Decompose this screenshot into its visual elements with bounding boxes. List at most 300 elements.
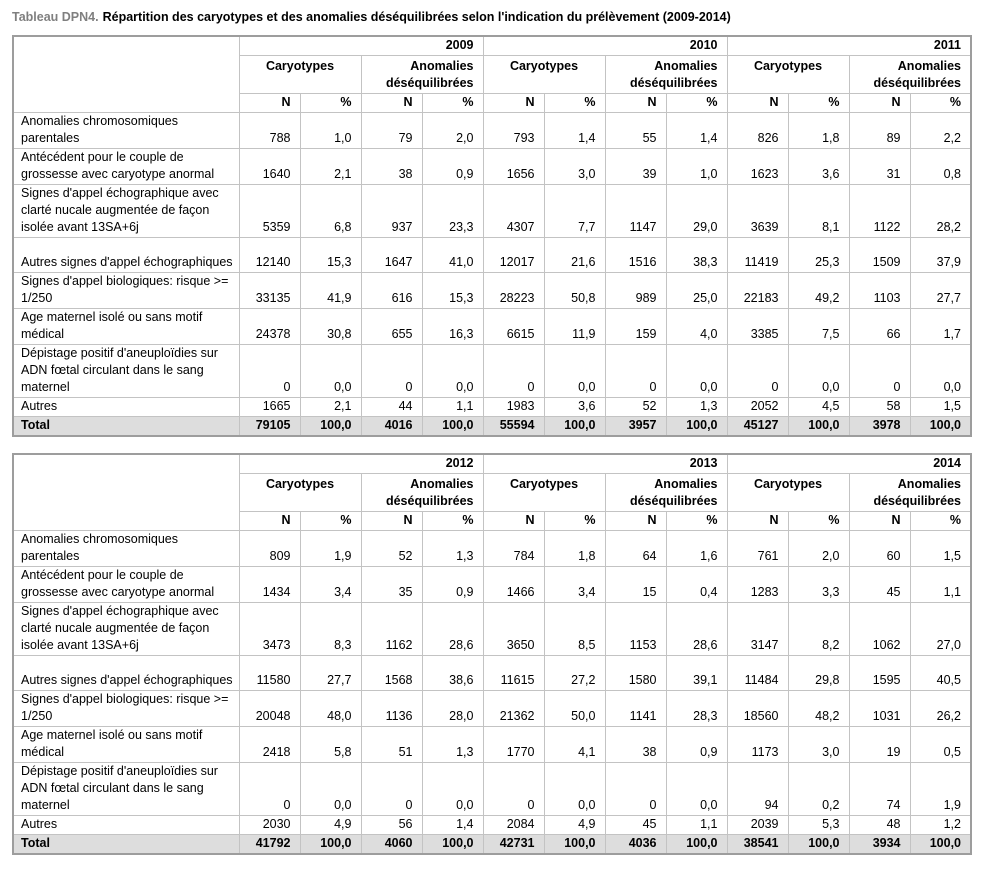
- caryotypes-header-2010: Caryotypes: [483, 56, 605, 94]
- percent-header: %: [300, 94, 361, 113]
- percent-header: %: [544, 512, 605, 531]
- n-header: N: [483, 512, 544, 531]
- value-cell-2009-anomalies-pct: 41,0: [422, 238, 483, 273]
- value-cell-2012-caryotypes-pct: 1,9: [300, 531, 361, 567]
- value-cell-2012-caryotypes-n: 809: [239, 531, 300, 567]
- value-cell-2009-anomalies-n: 38: [361, 149, 422, 185]
- value-cell-2010-caryotypes-n: 28223: [483, 273, 544, 309]
- tables-container: [12, 35, 969, 855]
- value-cell-2010-anomalies-pct: 1,0: [666, 149, 727, 185]
- value-cell-2012-caryotypes-n: 3473: [239, 603, 300, 656]
- row-label-cell: Age maternel isolé ou sans motif médical: [13, 309, 239, 345]
- value-cell-2009-caryotypes-pct: 6,8: [300, 185, 361, 238]
- table-row: [13, 309, 971, 345]
- value-cell-2014-anomalies-n: 19: [849, 727, 910, 763]
- value-cell-2013-caryotypes-n: 1770: [483, 727, 544, 763]
- value-cell-2013-caryotypes-pct: 3,4: [544, 567, 605, 603]
- value-cell-2010-anomalies-n: 3957: [605, 417, 666, 437]
- n-header: N: [361, 94, 422, 113]
- value-cell-2009-caryotypes-n: 12140: [239, 238, 300, 273]
- value-cell-2009-caryotypes-n: 1640: [239, 149, 300, 185]
- value-cell-2010-anomalies-n: 159: [605, 309, 666, 345]
- value-cell-2011-caryotypes-pct: 1,8: [788, 113, 849, 149]
- row-label-cell: Signes d'appel échographique avec clarté nucale augmentée de façon isolée avant 13SA+6j: [13, 603, 239, 656]
- value-cell-2010-caryotypes-pct: 7,7: [544, 185, 605, 238]
- percent-header: %: [910, 512, 971, 531]
- year-header-2010: 2010: [483, 36, 727, 56]
- table-row: [13, 603, 971, 656]
- value-cell-2012-anomalies-pct: 100,0: [422, 835, 483, 855]
- percent-header: %: [422, 94, 483, 113]
- value-cell-2012-caryotypes-n: 1434: [239, 567, 300, 603]
- value-cell-2012-anomalies-n: 56: [361, 816, 422, 835]
- table-title: [12, 9, 969, 25]
- value-cell-2012-anomalies-pct: 28,6: [422, 603, 483, 656]
- value-cell-2011-caryotypes-n: 826: [727, 113, 788, 149]
- value-cell-2013-anomalies-n: 1153: [605, 603, 666, 656]
- value-cell-2014-anomalies-pct: 26,2: [910, 691, 971, 727]
- value-cell-2012-anomalies-pct: 0,9: [422, 567, 483, 603]
- value-cell-2012-caryotypes-n: 0: [239, 763, 300, 816]
- value-cell-2013-anomalies-n: 1580: [605, 656, 666, 691]
- value-cell-2009-anomalies-pct: 15,3: [422, 273, 483, 309]
- value-cell-2012-caryotypes-pct: 3,4: [300, 567, 361, 603]
- value-cell-2012-caryotypes-n: 2030: [239, 816, 300, 835]
- value-cell-2012-caryotypes-n: 11580: [239, 656, 300, 691]
- caryotypes-header-2009: Caryotypes: [239, 56, 361, 94]
- value-cell-2009-caryotypes-pct: 15,3: [300, 238, 361, 273]
- value-cell-2013-caryotypes-n: 11615: [483, 656, 544, 691]
- n-header: N: [361, 512, 422, 531]
- value-cell-2011-caryotypes-pct: 7,5: [788, 309, 849, 345]
- anomalies-header-2014: Anomalies déséquilibrées: [849, 474, 971, 512]
- dpn4-table-2012-2014: [12, 453, 972, 855]
- row-label-cell: Autres signes d'appel échographiques: [13, 238, 239, 273]
- value-cell-2012-caryotypes-pct: 0,0: [300, 763, 361, 816]
- table-row: [13, 727, 971, 763]
- value-cell-2011-anomalies-n: 1122: [849, 185, 910, 238]
- value-cell-2011-caryotypes-n: 11419: [727, 238, 788, 273]
- value-cell-2011-anomalies-n: 31: [849, 149, 910, 185]
- value-cell-2011-caryotypes-n: 45127: [727, 417, 788, 437]
- value-cell-2011-caryotypes-n: 3639: [727, 185, 788, 238]
- value-cell-2010-caryotypes-pct: 3,0: [544, 149, 605, 185]
- anomalies-header-2011: Anomalies déséquilibrées: [849, 56, 971, 94]
- value-cell-2013-caryotypes-pct: 1,8: [544, 531, 605, 567]
- value-cell-2013-caryotypes-n: 2084: [483, 816, 544, 835]
- value-cell-2014-caryotypes-pct: 3,3: [788, 567, 849, 603]
- value-cell-2010-anomalies-pct: 38,3: [666, 238, 727, 273]
- value-cell-2009-anomalies-n: 655: [361, 309, 422, 345]
- value-cell-2013-anomalies-pct: 100,0: [666, 835, 727, 855]
- value-cell-2013-caryotypes-n: 3650: [483, 603, 544, 656]
- caryotypes-header-2014: Caryotypes: [727, 474, 849, 512]
- year-header-row: [13, 36, 971, 56]
- row-label-cell: Age maternel isolé ou sans motif médical: [13, 727, 239, 763]
- value-cell-2014-caryotypes-pct: 5,3: [788, 816, 849, 835]
- value-cell-2010-anomalies-pct: 1,3: [666, 398, 727, 417]
- value-cell-2010-caryotypes-n: 1656: [483, 149, 544, 185]
- value-cell-2009-anomalies-pct: 0,0: [422, 345, 483, 398]
- value-cell-2009-caryotypes-n: 79105: [239, 417, 300, 437]
- value-cell-2014-caryotypes-n: 761: [727, 531, 788, 567]
- value-cell-2010-anomalies-pct: 0,0: [666, 345, 727, 398]
- corner-cell: [13, 36, 239, 113]
- value-cell-2012-anomalies-n: 35: [361, 567, 422, 603]
- value-cell-2011-caryotypes-pct: 0,0: [788, 345, 849, 398]
- value-cell-2013-caryotypes-pct: 0,0: [544, 763, 605, 816]
- value-cell-2009-caryotypes-n: 0: [239, 345, 300, 398]
- value-cell-2014-caryotypes-n: 1283: [727, 567, 788, 603]
- value-cell-2013-anomalies-pct: 0,9: [666, 727, 727, 763]
- value-cell-2009-anomalies-n: 616: [361, 273, 422, 309]
- value-cell-2013-caryotypes-pct: 4,1: [544, 727, 605, 763]
- value-cell-2012-anomalies-pct: 1,4: [422, 816, 483, 835]
- value-cell-2013-caryotypes-n: 21362: [483, 691, 544, 727]
- value-cell-2013-caryotypes-n: 0: [483, 763, 544, 816]
- value-cell-2010-anomalies-n: 0: [605, 345, 666, 398]
- percent-header: %: [300, 512, 361, 531]
- percent-header: %: [544, 94, 605, 113]
- value-cell-2013-anomalies-pct: 28,6: [666, 603, 727, 656]
- value-cell-2013-anomalies-pct: 0,0: [666, 763, 727, 816]
- value-cell-2009-anomalies-pct: 0,9: [422, 149, 483, 185]
- value-cell-2014-caryotypes-n: 18560: [727, 691, 788, 727]
- row-label-cell: Total: [13, 835, 239, 855]
- year-header-2013: 2013: [483, 454, 727, 474]
- value-cell-2009-anomalies-pct: 16,3: [422, 309, 483, 345]
- value-cell-2009-caryotypes-pct: 100,0: [300, 417, 361, 437]
- table-row: [13, 113, 971, 149]
- value-cell-2012-anomalies-n: 51: [361, 727, 422, 763]
- value-cell-2014-anomalies-n: 1062: [849, 603, 910, 656]
- value-cell-2014-caryotypes-pct: 8,2: [788, 603, 849, 656]
- value-cell-2011-anomalies-pct: 0,8: [910, 149, 971, 185]
- value-cell-2009-anomalies-n: 44: [361, 398, 422, 417]
- n-header: N: [239, 94, 300, 113]
- value-cell-2013-caryotypes-pct: 4,9: [544, 816, 605, 835]
- value-cell-2013-caryotypes-pct: 27,2: [544, 656, 605, 691]
- value-cell-2012-anomalies-n: 0: [361, 763, 422, 816]
- value-cell-2009-caryotypes-n: 33135: [239, 273, 300, 309]
- value-cell-2010-anomalies-n: 39: [605, 149, 666, 185]
- value-cell-2009-caryotypes-n: 5359: [239, 185, 300, 238]
- value-cell-2009-caryotypes-pct: 41,9: [300, 273, 361, 309]
- value-cell-2010-caryotypes-pct: 11,9: [544, 309, 605, 345]
- value-cell-2011-anomalies-pct: 28,2: [910, 185, 971, 238]
- row-label-cell: Signes d'appel biologiques: risque >= 1/250: [13, 691, 239, 727]
- percent-header: %: [422, 512, 483, 531]
- n-header: N: [239, 512, 300, 531]
- n-header: N: [605, 94, 666, 113]
- row-label-cell: Dépistage positif d'aneuploïdies sur ADN fœtal circulant dans le sang maternel: [13, 763, 239, 816]
- value-cell-2011-caryotypes-pct: 3,6: [788, 149, 849, 185]
- value-cell-2013-anomalies-n: 15: [605, 567, 666, 603]
- year-header-row: [13, 454, 971, 474]
- value-cell-2010-anomalies-pct: 1,4: [666, 113, 727, 149]
- value-cell-2013-caryotypes-n: 1466: [483, 567, 544, 603]
- value-cell-2009-anomalies-pct: 23,3: [422, 185, 483, 238]
- value-cell-2012-caryotypes-n: 41792: [239, 835, 300, 855]
- value-cell-2009-anomalies-pct: 2,0: [422, 113, 483, 149]
- value-cell-2013-anomalies-pct: 1,6: [666, 531, 727, 567]
- percent-header: %: [788, 512, 849, 531]
- anomalies-header-2013: Anomalies déséquilibrées: [605, 474, 727, 512]
- n-header: N: [849, 512, 910, 531]
- value-cell-2010-caryotypes-pct: 1,4: [544, 113, 605, 149]
- value-cell-2009-anomalies-n: 1647: [361, 238, 422, 273]
- value-cell-2012-caryotypes-pct: 8,3: [300, 603, 361, 656]
- value-cell-2010-caryotypes-pct: 0,0: [544, 345, 605, 398]
- value-cell-2013-caryotypes-n: 784: [483, 531, 544, 567]
- row-label-cell: Signes d'appel biologiques: risque >= 1/250: [13, 273, 239, 309]
- value-cell-2013-anomalies-pct: 0,4: [666, 567, 727, 603]
- value-cell-2011-anomalies-n: 1103: [849, 273, 910, 309]
- value-cell-2013-anomalies-n: 64: [605, 531, 666, 567]
- value-cell-2011-anomalies-pct: 1,5: [910, 398, 971, 417]
- table-row: [13, 763, 971, 816]
- value-cell-2012-anomalies-n: 1136: [361, 691, 422, 727]
- value-cell-2011-anomalies-n: 89: [849, 113, 910, 149]
- value-cell-2010-caryotypes-pct: 21,6: [544, 238, 605, 273]
- value-cell-2014-anomalies-pct: 0,5: [910, 727, 971, 763]
- row-label-cell: Antécédent pour le couple de grossesse avec caryotype anormal: [13, 149, 239, 185]
- row-label-cell: Signes d'appel échographique avec clarté nucale augmentée de façon isolée avant 13SA+6j: [13, 185, 239, 238]
- table-title-text: Répartition des caryotypes et des anomalies déséquilibrées selon l'indication du prélèvement (2009-2014): [102, 10, 731, 24]
- value-cell-2014-anomalies-pct: 1,9: [910, 763, 971, 816]
- table-row: [13, 345, 971, 398]
- value-cell-2013-caryotypes-n: 42731: [483, 835, 544, 855]
- value-cell-2014-caryotypes-pct: 0,2: [788, 763, 849, 816]
- value-cell-2011-anomalies-pct: 1,7: [910, 309, 971, 345]
- table-row: [13, 531, 971, 567]
- value-cell-2012-caryotypes-n: 20048: [239, 691, 300, 727]
- n-header: N: [727, 94, 788, 113]
- value-cell-2014-anomalies-pct: 1,1: [910, 567, 971, 603]
- value-cell-2013-anomalies-n: 4036: [605, 835, 666, 855]
- percent-header: %: [666, 512, 727, 531]
- value-cell-2013-caryotypes-pct: 50,0: [544, 691, 605, 727]
- row-label-cell: Antécédent pour le couple de grossesse avec caryotype anormal: [13, 567, 239, 603]
- table-title-prefix: Tableau DPN4.: [12, 10, 99, 24]
- row-label-cell: Total: [13, 417, 239, 437]
- value-cell-2011-anomalies-pct: 37,9: [910, 238, 971, 273]
- value-cell-2009-caryotypes-n: 1665: [239, 398, 300, 417]
- n-header: N: [605, 512, 666, 531]
- value-cell-2010-anomalies-n: 52: [605, 398, 666, 417]
- value-cell-2011-caryotypes-n: 3385: [727, 309, 788, 345]
- corner-cell: [13, 454, 239, 531]
- value-cell-2012-anomalies-pct: 0,0: [422, 763, 483, 816]
- value-cell-2014-anomalies-pct: 40,5: [910, 656, 971, 691]
- value-cell-2012-anomalies-pct: 1,3: [422, 727, 483, 763]
- value-cell-2013-anomalies-pct: 39,1: [666, 656, 727, 691]
- table-row: [13, 149, 971, 185]
- row-label-cell: Autres signes d'appel échographiques: [13, 656, 239, 691]
- anomalies-header-2012: Anomalies déséquilibrées: [361, 474, 483, 512]
- value-cell-2010-caryotypes-n: 55594: [483, 417, 544, 437]
- row-label-cell: Autres: [13, 398, 239, 417]
- value-cell-2011-caryotypes-pct: 8,1: [788, 185, 849, 238]
- anomalies-header-2009: Anomalies déséquilibrées: [361, 56, 483, 94]
- value-cell-2014-caryotypes-pct: 3,0: [788, 727, 849, 763]
- year-header-2009: 2009: [239, 36, 483, 56]
- year-header-2011: 2011: [727, 36, 971, 56]
- percent-header: %: [788, 94, 849, 113]
- percent-header: %: [910, 94, 971, 113]
- value-cell-2009-caryotypes-pct: 30,8: [300, 309, 361, 345]
- table-row: [13, 691, 971, 727]
- value-cell-2011-anomalies-n: 0: [849, 345, 910, 398]
- value-cell-2010-anomalies-n: 55: [605, 113, 666, 149]
- value-cell-2014-caryotypes-n: 38541: [727, 835, 788, 855]
- value-cell-2014-anomalies-n: 60: [849, 531, 910, 567]
- value-cell-2009-anomalies-n: 0: [361, 345, 422, 398]
- value-cell-2014-caryotypes-n: 3147: [727, 603, 788, 656]
- row-label-cell: Autres: [13, 816, 239, 835]
- value-cell-2012-caryotypes-pct: 4,9: [300, 816, 361, 835]
- value-cell-2013-caryotypes-pct: 8,5: [544, 603, 605, 656]
- value-cell-2013-anomalies-pct: 1,1: [666, 816, 727, 835]
- value-cell-2011-caryotypes-n: 22183: [727, 273, 788, 309]
- value-cell-2011-anomalies-n: 3978: [849, 417, 910, 437]
- value-cell-2013-anomalies-n: 38: [605, 727, 666, 763]
- value-cell-2014-anomalies-n: 48: [849, 816, 910, 835]
- value-cell-2012-anomalies-n: 52: [361, 531, 422, 567]
- value-cell-2009-anomalies-pct: 100,0: [422, 417, 483, 437]
- n-header: N: [727, 512, 788, 531]
- value-cell-2009-caryotypes-pct: 0,0: [300, 345, 361, 398]
- total-row: [13, 835, 971, 855]
- table-row: [13, 567, 971, 603]
- value-cell-2010-anomalies-n: 1147: [605, 185, 666, 238]
- n-header: N: [483, 94, 544, 113]
- table-row: [13, 273, 971, 309]
- value-cell-2014-anomalies-pct: 27,0: [910, 603, 971, 656]
- value-cell-2010-caryotypes-n: 0: [483, 345, 544, 398]
- value-cell-2010-caryotypes-n: 6615: [483, 309, 544, 345]
- value-cell-2010-anomalies-pct: 4,0: [666, 309, 727, 345]
- value-cell-2011-caryotypes-pct: 25,3: [788, 238, 849, 273]
- value-cell-2009-anomalies-n: 937: [361, 185, 422, 238]
- value-cell-2009-caryotypes-pct: 1,0: [300, 113, 361, 149]
- table-row: [13, 816, 971, 835]
- value-cell-2010-caryotypes-pct: 100,0: [544, 417, 605, 437]
- value-cell-2014-anomalies-n: 1595: [849, 656, 910, 691]
- value-cell-2012-caryotypes-pct: 5,8: [300, 727, 361, 763]
- value-cell-2011-anomalies-pct: 27,7: [910, 273, 971, 309]
- value-cell-2010-anomalies-n: 989: [605, 273, 666, 309]
- value-cell-2009-caryotypes-pct: 2,1: [300, 149, 361, 185]
- table-row: [13, 398, 971, 417]
- row-label-cell: Anomalies chromosomiques parentales: [13, 113, 239, 149]
- value-cell-2014-anomalies-pct: 1,2: [910, 816, 971, 835]
- value-cell-2011-caryotypes-pct: 49,2: [788, 273, 849, 309]
- value-cell-2009-anomalies-n: 4016: [361, 417, 422, 437]
- value-cell-2010-anomalies-n: 1516: [605, 238, 666, 273]
- value-cell-2013-anomalies-n: 1141: [605, 691, 666, 727]
- value-cell-2014-anomalies-pct: 100,0: [910, 835, 971, 855]
- value-cell-2010-caryotypes-n: 12017: [483, 238, 544, 273]
- anomalies-header-2010: Anomalies déséquilibrées: [605, 56, 727, 94]
- year-header-2014: 2014: [727, 454, 971, 474]
- value-cell-2012-caryotypes-pct: 100,0: [300, 835, 361, 855]
- value-cell-2011-caryotypes-n: 2052: [727, 398, 788, 417]
- value-cell-2010-caryotypes-pct: 50,8: [544, 273, 605, 309]
- value-cell-2010-caryotypes-n: 793: [483, 113, 544, 149]
- value-cell-2011-anomalies-pct: 100,0: [910, 417, 971, 437]
- value-cell-2014-caryotypes-pct: 48,2: [788, 691, 849, 727]
- value-cell-2014-caryotypes-pct: 29,8: [788, 656, 849, 691]
- value-cell-2012-caryotypes-pct: 27,7: [300, 656, 361, 691]
- value-cell-2014-caryotypes-n: 2039: [727, 816, 788, 835]
- caryotypes-header-2012: Caryotypes: [239, 474, 361, 512]
- value-cell-2010-anomalies-pct: 29,0: [666, 185, 727, 238]
- value-cell-2012-anomalies-n: 1162: [361, 603, 422, 656]
- value-cell-2009-caryotypes-n: 24378: [239, 309, 300, 345]
- value-cell-2012-caryotypes-n: 2418: [239, 727, 300, 763]
- value-cell-2014-anomalies-n: 3934: [849, 835, 910, 855]
- year-header-2012: 2012: [239, 454, 483, 474]
- table-row: [13, 656, 971, 691]
- value-cell-2012-anomalies-pct: 28,0: [422, 691, 483, 727]
- value-cell-2011-anomalies-pct: 0,0: [910, 345, 971, 398]
- value-cell-2010-caryotypes-n: 4307: [483, 185, 544, 238]
- value-cell-2014-anomalies-n: 45: [849, 567, 910, 603]
- n-header: N: [849, 94, 910, 113]
- value-cell-2011-anomalies-pct: 2,2: [910, 113, 971, 149]
- total-row: [13, 417, 971, 437]
- value-cell-2011-caryotypes-n: 1623: [727, 149, 788, 185]
- value-cell-2013-anomalies-n: 0: [605, 763, 666, 816]
- value-cell-2009-caryotypes-n: 788: [239, 113, 300, 149]
- value-cell-2014-caryotypes-n: 94: [727, 763, 788, 816]
- value-cell-2014-caryotypes-pct: 2,0: [788, 531, 849, 567]
- value-cell-2013-anomalies-n: 45: [605, 816, 666, 835]
- value-cell-2009-anomalies-pct: 1,1: [422, 398, 483, 417]
- value-cell-2014-anomalies-n: 74: [849, 763, 910, 816]
- value-cell-2011-caryotypes-n: 0: [727, 345, 788, 398]
- value-cell-2012-anomalies-pct: 38,6: [422, 656, 483, 691]
- value-cell-2014-caryotypes-n: 11484: [727, 656, 788, 691]
- value-cell-2013-anomalies-pct: 28,3: [666, 691, 727, 727]
- value-cell-2009-caryotypes-pct: 2,1: [300, 398, 361, 417]
- value-cell-2011-anomalies-n: 66: [849, 309, 910, 345]
- value-cell-2011-caryotypes-pct: 4,5: [788, 398, 849, 417]
- row-label-cell: Anomalies chromosomiques parentales: [13, 531, 239, 567]
- value-cell-2010-caryotypes-n: 1983: [483, 398, 544, 417]
- value-cell-2014-caryotypes-n: 1173: [727, 727, 788, 763]
- caryotypes-header-2013: Caryotypes: [483, 474, 605, 512]
- value-cell-2014-caryotypes-pct: 100,0: [788, 835, 849, 855]
- value-cell-2010-anomalies-pct: 100,0: [666, 417, 727, 437]
- value-cell-2014-anomalies-pct: 1,5: [910, 531, 971, 567]
- value-cell-2014-anomalies-n: 1031: [849, 691, 910, 727]
- value-cell-2011-caryotypes-pct: 100,0: [788, 417, 849, 437]
- percent-header: %: [666, 94, 727, 113]
- dpn4-table-2009-2011: [12, 35, 972, 437]
- row-label-cell: Dépistage positif d'aneuploïdies sur ADN fœtal circulant dans le sang maternel: [13, 345, 239, 398]
- table-row: [13, 238, 971, 273]
- value-cell-2012-anomalies-pct: 1,3: [422, 531, 483, 567]
- caryotypes-header-2011: Caryotypes: [727, 56, 849, 94]
- value-cell-2010-caryotypes-pct: 3,6: [544, 398, 605, 417]
- value-cell-2012-anomalies-n: 1568: [361, 656, 422, 691]
- value-cell-2011-anomalies-n: 58: [849, 398, 910, 417]
- table-row: [13, 185, 971, 238]
- value-cell-2013-caryotypes-pct: 100,0: [544, 835, 605, 855]
- value-cell-2010-anomalies-pct: 25,0: [666, 273, 727, 309]
